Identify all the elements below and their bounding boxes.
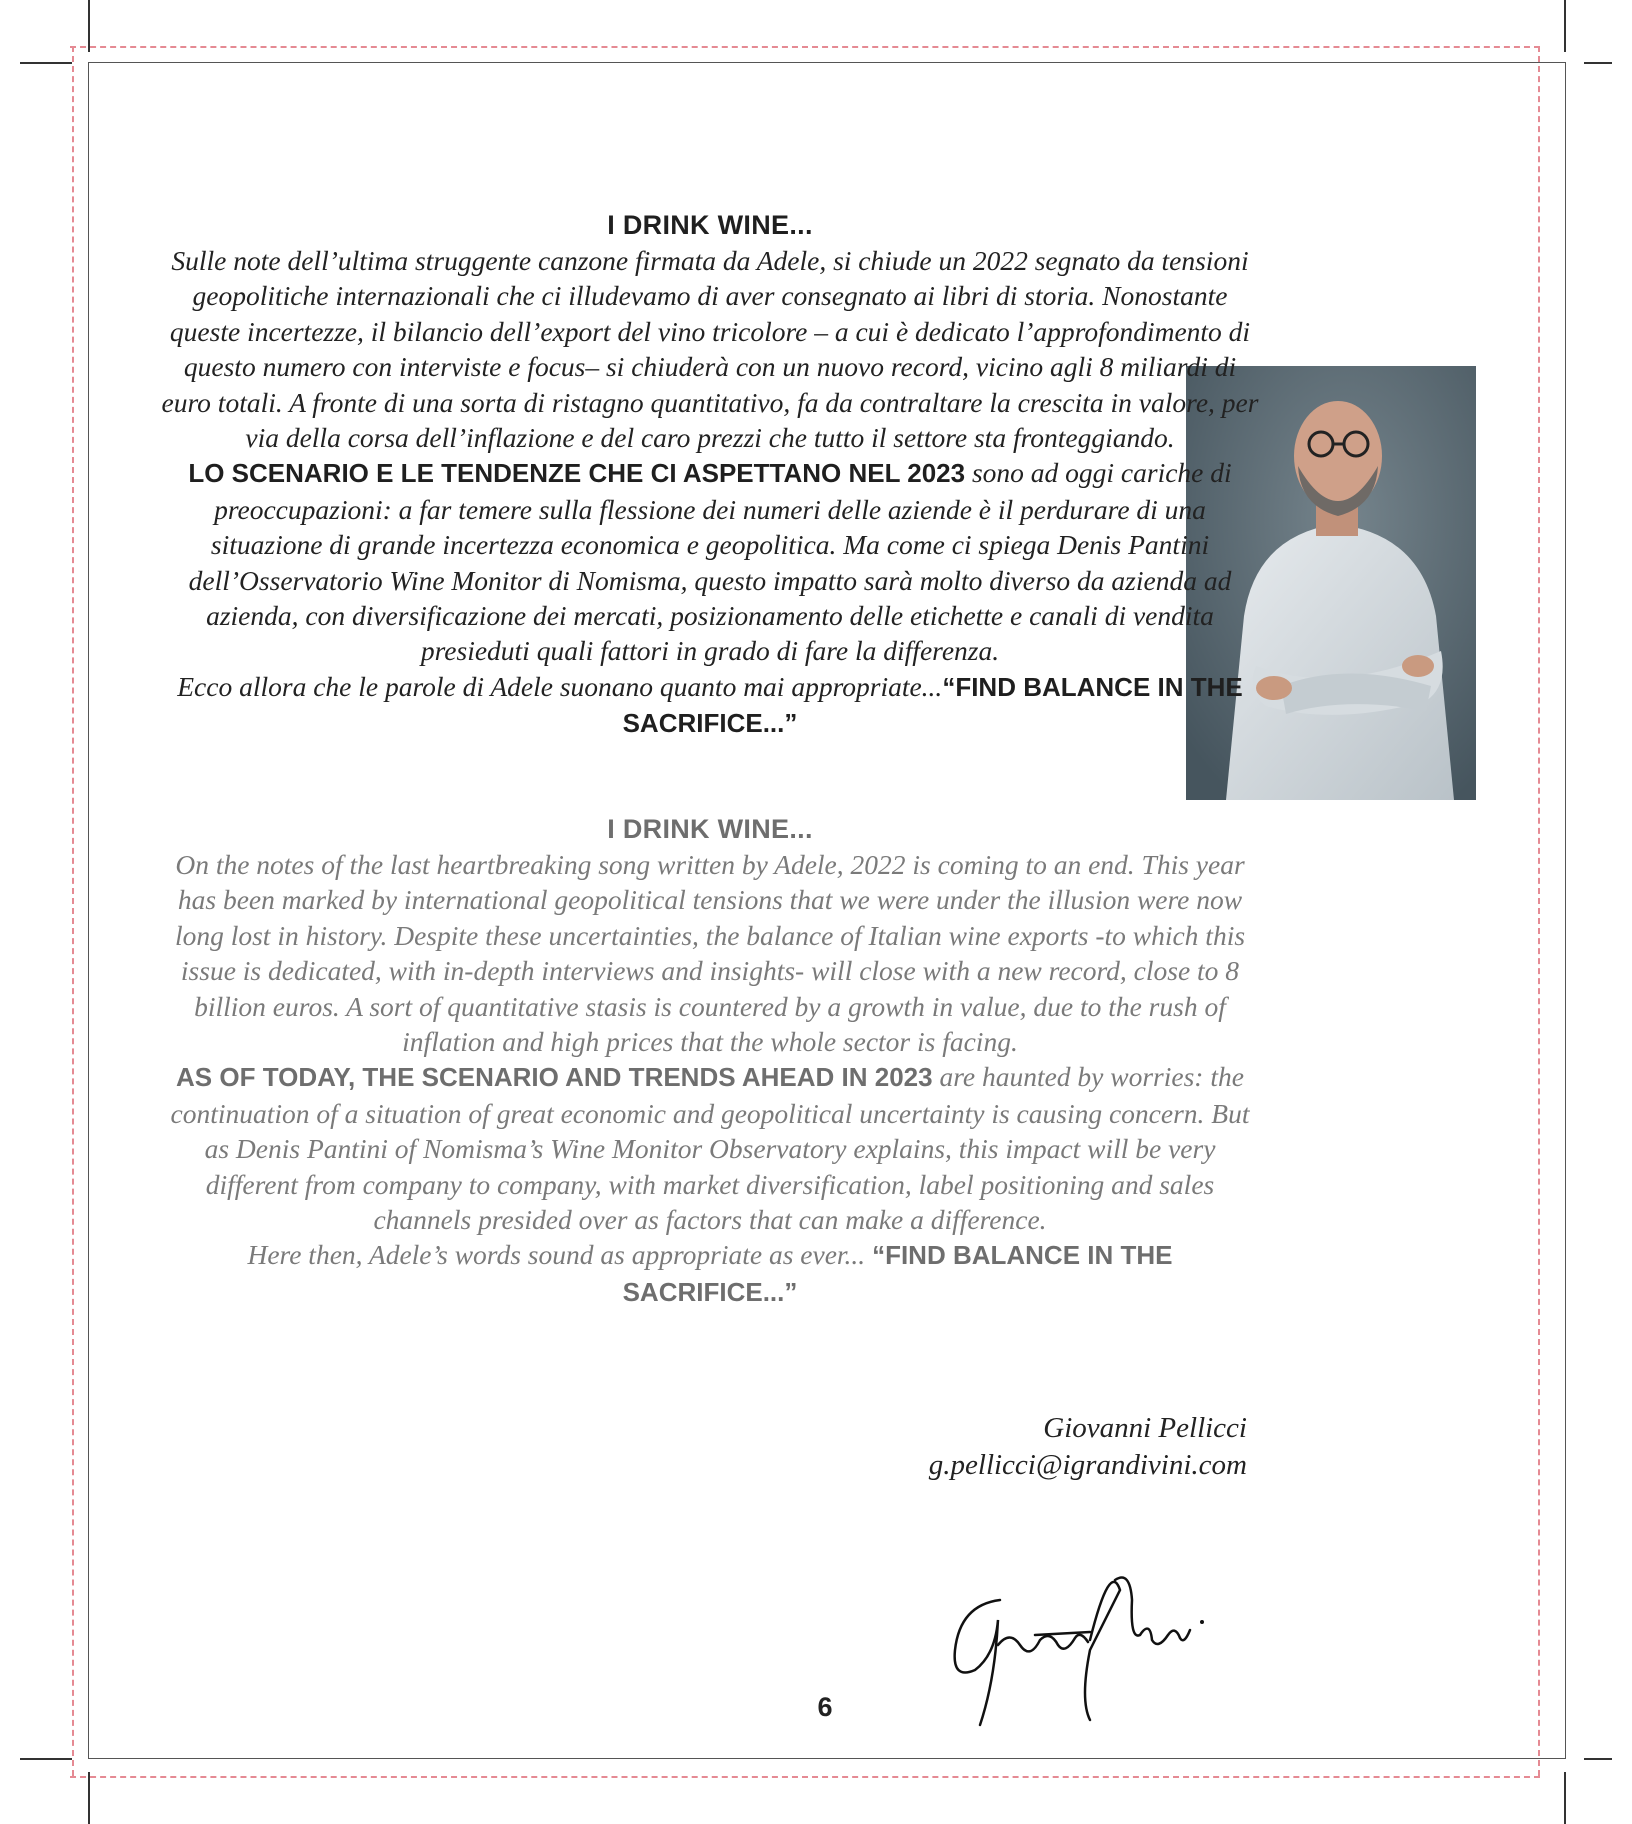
author-credit — [929, 1410, 1247, 1484]
italian-paragraph-3-text: Ecco allora che le parole di Adele suonano quanto mai appropriate... — [177, 670, 943, 702]
crop-mark — [20, 1758, 72, 1760]
italian-quote: “FIND BALANCE IN THE SACRIFICE...” — [622, 671, 1243, 739]
italian-paragraph-1: Sulle note dell’ultima struggente canzone firmata da Adele, si chiude un 2022 segnato da tensioni geopolitiche internazionali che ci illudevamo di aver consegnato ai libri di storia. Nonostante queste incertezze, il bilancio dell’export del vino tricolore – a cui è dedicato l’approfondimento di questo numero con interviste e focus– si chiuderà con un nuovo record, vicino agli 8 miliardi di euro totali. A fronte di una sorta di ristagno quantitativo, fa da contraltare la crescita in valore, per via della corsa dell’inflazione e del caro prezzi che tutto il settore sta fronteggiando. — [161, 245, 1259, 454]
english-paragraph-2-lead: AS OF TODAY, THE SCENARIO AND TRENDS AHEAD IN 2023 — [176, 1062, 933, 1093]
bleed-line-left — [72, 46, 74, 1776]
crop-mark — [20, 62, 72, 64]
crop-mark — [1584, 1758, 1612, 1760]
handwritten-signature — [940, 1560, 1220, 1730]
crop-mark — [1584, 62, 1612, 64]
crop-mark — [1564, 1772, 1566, 1824]
trim-frame-bottom — [88, 1758, 1566, 1759]
italian-editorial — [160, 208, 1260, 742]
italian-heading: I DRINK WINE... — [607, 210, 813, 240]
italian-paragraph-2 — [160, 455, 1260, 668]
english-paragraph-2 — [160, 1059, 1260, 1237]
trim-frame-right — [1565, 62, 1566, 1758]
crop-mark — [88, 0, 90, 52]
crop-mark — [1564, 0, 1566, 52]
author-name: Giovanni Pellicci — [1043, 1412, 1247, 1444]
english-paragraph-3 — [160, 1237, 1260, 1310]
bleed-line-right — [1538, 46, 1540, 1776]
english-editorial — [160, 812, 1260, 1310]
trim-frame-top — [88, 62, 1566, 63]
italian-paragraph-2-text: sono ad oggi cariche di preoccupazioni: a far temere sulla flessione dei numeri delle aziende è il perdurare di una situazione di grande incertezza economica e geopolitica. Ma come ci spiega Denis Pantini dell’Osservatorio Wine Monitor di Nomisma, questo impatto sarà molto diverso da azienda ad azienda, con diversificazione dei mercati, posizionamento delle etichette e canali di vendita presieduti quali fattori in grado di fare la differenza. — [188, 457, 1232, 667]
english-paragraph-2-text: are haunted by worries: the continuation of a situation of great economic and geopolitical uncertainty is causing concern. But as Denis Pantini of Nomisma’s Wine Monitor Observatory explains, this impact will be very different from company to company, with market diversification, label positioning and sales channels presided over as factors that can make a difference. — [170, 1061, 1250, 1236]
italian-paragraph-3 — [160, 669, 1260, 742]
bleed-line-bottom — [70, 1776, 1540, 1778]
english-paragraph-3-text: Here then, Adele’s words sound as appropriate as ever... — [247, 1239, 873, 1271]
page-number: 6 — [817, 1692, 833, 1722]
italian-paragraph-2-lead: LO SCENARIO E LE TENDENZE CHE CI ASPETTANO NEL 2023 — [188, 458, 966, 489]
trim-frame-left — [88, 62, 89, 1758]
author-email: g.pellicci@igrandivini.com — [928, 1449, 1247, 1481]
crop-mark — [88, 1772, 90, 1824]
bleed-line-top — [70, 46, 1540, 48]
english-quote: “FIND BALANCE IN THE SACRIFICE...” — [622, 1240, 1173, 1307]
english-heading: I DRINK WINE... — [607, 814, 813, 844]
english-paragraph-1: On the notes of the last heartbreaking song written by Adele, 2022 is coming to an end. This year has been marked by international geopolitical tensions that we were under the illusion were now long lost in history. Despite these uncertainties, the balance of Italian wine exports -to which this issue is dedicated, with in-depth interviews and insights- will close with a new record, close to 8 billion euros. A sort of quantitative stasis is countered by a growth in value, due to the rush of inflation and high prices that the whole sector is facing. — [174, 849, 1246, 1058]
